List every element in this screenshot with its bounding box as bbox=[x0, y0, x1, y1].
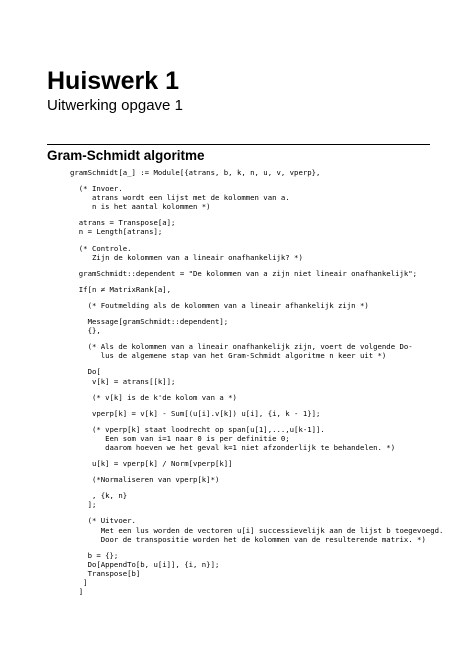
code-blank-line bbox=[70, 294, 470, 301]
code-line: (* v[k] is de k'de kolom van a *) bbox=[70, 392, 237, 402]
code-line: gramSchmidt::dependent = "De kolommen van a zijn niet lineair onafhankelijk"; bbox=[70, 268, 418, 278]
code-blank-line bbox=[70, 237, 470, 244]
section-divider bbox=[47, 144, 430, 145]
code-line: atrans = Transpose[a]; bbox=[70, 218, 176, 228]
code-line: daarom hoeven we het geval k=1 niet afzonderlijk te behandelen. *) bbox=[70, 442, 396, 452]
code-blank-line bbox=[70, 278, 470, 285]
code-blank-line bbox=[70, 386, 470, 393]
code-line: {}, bbox=[70, 326, 101, 336]
code-line: Door de transpositie worden het de kolommen van de resulterende matrix. *) bbox=[70, 534, 426, 544]
code-line: Do[AppendTo[b, u[i]], {i, n}]; bbox=[70, 559, 220, 569]
code-line: Do[ bbox=[70, 367, 101, 377]
code-line: If[n ≠ MatrixRank[a], bbox=[70, 284, 172, 294]
code-line: b = {}; bbox=[70, 550, 119, 560]
code-line: n is het aantal kolommen *) bbox=[70, 202, 211, 212]
code-blank-line bbox=[70, 468, 470, 475]
code-blank-line bbox=[70, 360, 470, 367]
code-line: (* Uitvoer. bbox=[70, 516, 136, 526]
code-line: , {k, n} bbox=[70, 491, 128, 501]
code-blank-line bbox=[70, 484, 470, 491]
code-line: n = Length[atrans]; bbox=[70, 227, 163, 237]
code-line: (* Als de kolommen van a lineair onafhankelijk zijn, voert de volgende Do- bbox=[70, 342, 413, 352]
code-blank-line bbox=[70, 544, 470, 551]
code-line: (* vperp[k] staat loodrecht op span[u[1],...,u[k-1]]. bbox=[70, 424, 325, 434]
code-blank-line bbox=[70, 211, 470, 218]
code-line: Een som van i=1 naar 0 is per definitie 0; bbox=[70, 433, 290, 443]
code-line: (* Controle. bbox=[70, 243, 132, 253]
code-line: (* Foutmelding als de kolommen van a lineair afhankelijk zijn *) bbox=[70, 300, 369, 310]
code-line: (* Invoer. bbox=[70, 184, 123, 194]
code-line: Zijn de kolommen van a lineair onafhankelijk? *) bbox=[70, 252, 303, 262]
code-line: vperp[k] = v[k] - Sum[(u[i].v[k]) u[i], {i, k - 1}]; bbox=[70, 408, 321, 418]
code-line: ]; bbox=[70, 500, 97, 510]
code-line: Transpose[b] bbox=[70, 568, 141, 578]
code-blank-line bbox=[70, 177, 470, 184]
document-title: Huiswerk 1 bbox=[47, 67, 180, 95]
code-line: lus de algemene stap van het Gram-Schmidt algoritme n keer uit *) bbox=[70, 351, 387, 361]
code-block bbox=[70, 168, 470, 596]
code-line: u[k] = vperp[k] / Norm[vperp[k]] bbox=[70, 459, 233, 469]
code-line: ] bbox=[70, 587, 84, 597]
code-blank-line bbox=[70, 509, 470, 516]
document-subtitle: Uitwerking opgave 1 bbox=[47, 97, 183, 114]
code-blank-line bbox=[70, 418, 470, 425]
code-line: Message[gramSchmidt::dependent]; bbox=[70, 317, 229, 327]
code-blank-line bbox=[70, 402, 470, 409]
code-line: v[k] = atrans[[k]]; bbox=[70, 376, 176, 386]
code-line: ] bbox=[70, 578, 88, 587]
code-line: gramSchmidt[a_] := Module[{atrans, b, k, n, u, v, vperp}, bbox=[70, 168, 321, 177]
code-blank-line bbox=[70, 335, 470, 342]
code-blank-line bbox=[70, 262, 470, 269]
code-line: atrans wordt een lijst met de kolommen van a. bbox=[70, 193, 290, 203]
section-title: Gram-Schmidt algoritme bbox=[47, 148, 205, 163]
code-line: Met een lus worden de vectoren u[i] successievelijk aan de lijst b toegevoegd. bbox=[70, 525, 444, 535]
code-line: (*Normaliseren van vperp[k]*) bbox=[70, 475, 220, 485]
code-blank-line bbox=[70, 452, 470, 459]
code-blank-line bbox=[70, 310, 470, 317]
